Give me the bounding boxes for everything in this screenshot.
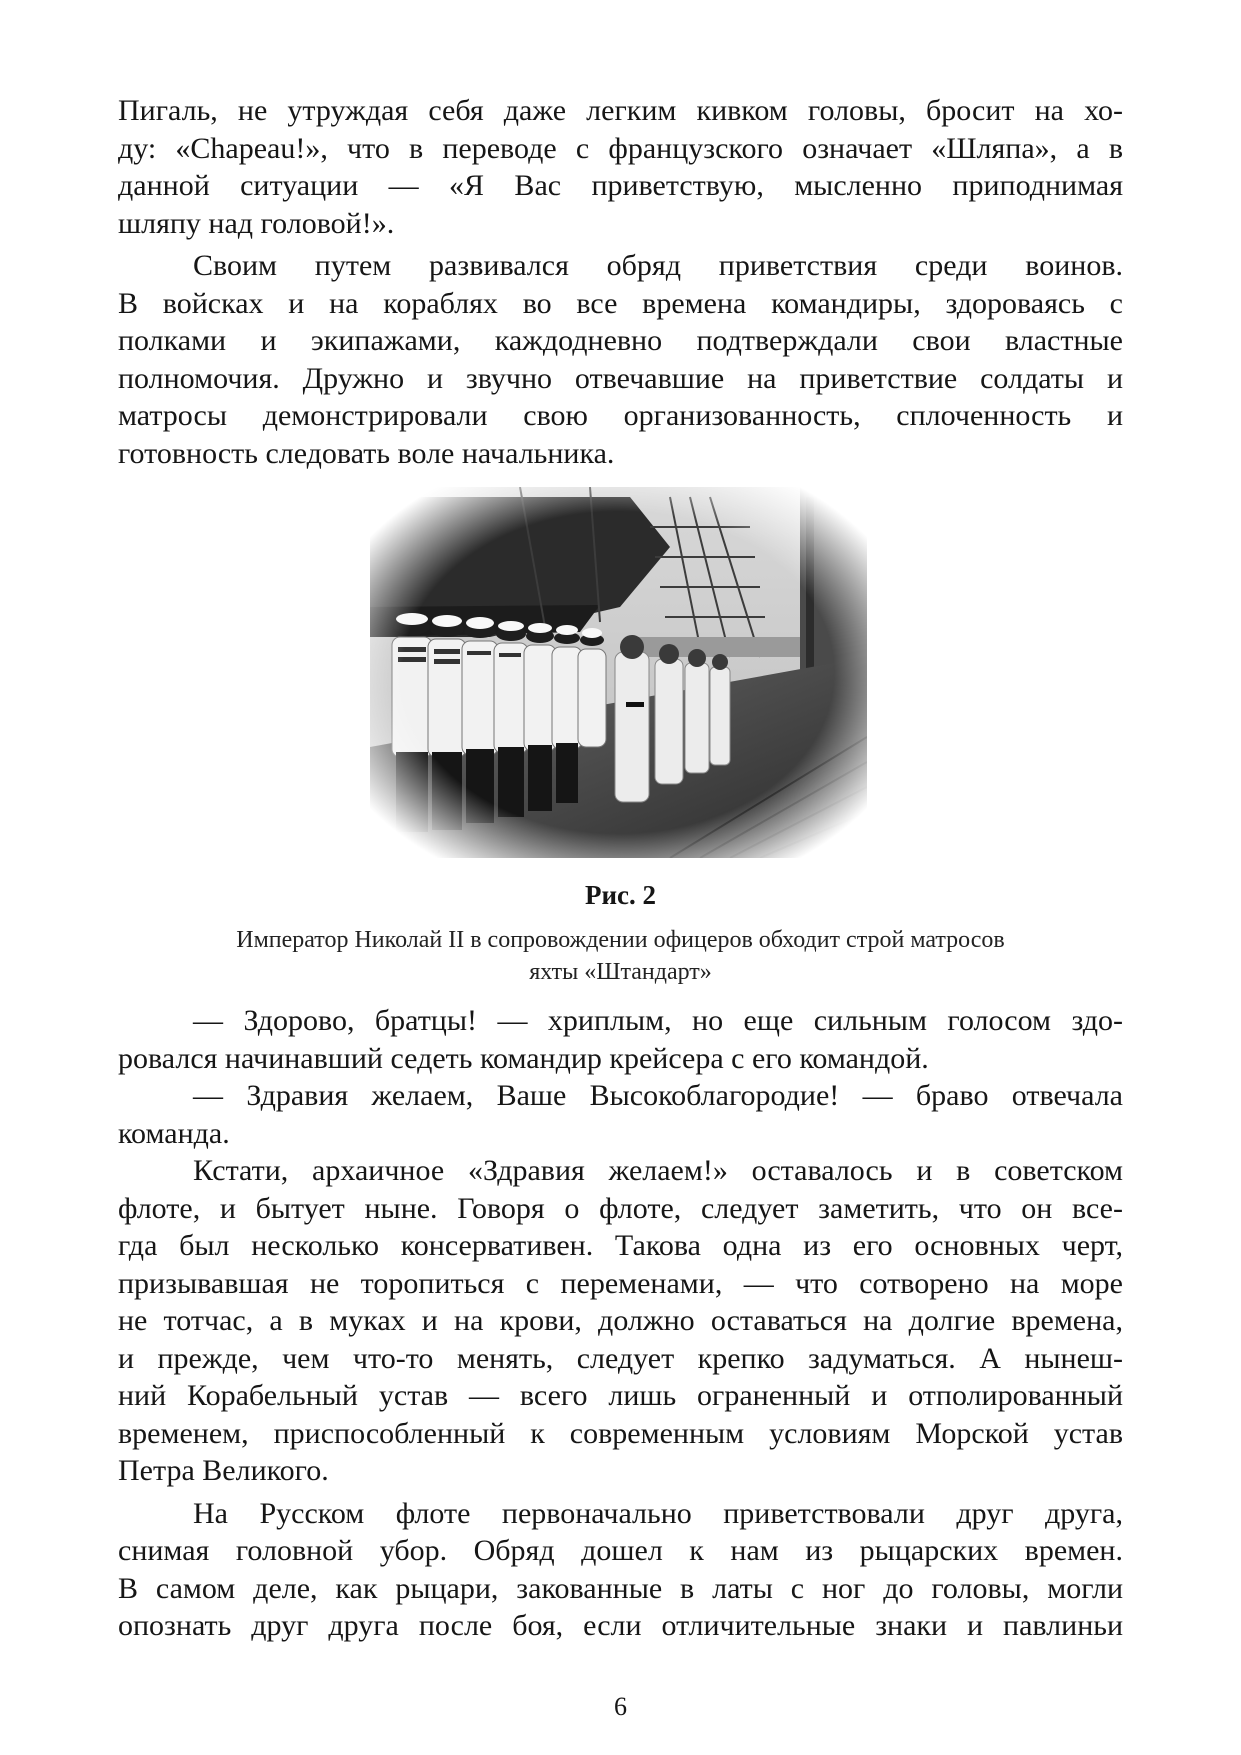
text-line: ний Корабельный устав — всего лишь ограненный и отполированный xyxy=(118,1379,1123,1412)
text-line: не тотчас, а в муках и на крови, должно оставаться на долгие времена, xyxy=(118,1304,1123,1337)
text-block-bottom xyxy=(118,1002,1123,1645)
text-line: шляпу над головой!». xyxy=(118,206,395,240)
text-line: Петра Великого. xyxy=(118,1454,329,1487)
text-line: опознать друг друга после боя, если отличительные знаки и павлиньи xyxy=(118,1609,1123,1642)
text-line: В самом деле, как рыцари, закованные в латы с ног до головы, могли xyxy=(118,1571,1123,1605)
text-line: данной ситуации — «Я Вас приветствую, мысленно приподнимая xyxy=(118,169,1123,202)
text-line: гда был несколько консервативен. Такова одна из его основных черт, xyxy=(118,1229,1123,1262)
text-line: матросы демонстрировали свою организованность, сплоченность и xyxy=(118,399,1123,432)
sailors-on-yacht-deck-image xyxy=(370,487,867,858)
figure-caption-line: яхты «Штандарт» xyxy=(529,959,712,985)
text-line: флоте, и бытует ныне. Говоря о флоте, следует заметить, что он все- xyxy=(118,1191,1123,1225)
text-line: готовность следовать воле начальника. xyxy=(118,436,615,470)
text-line: ду: «Chapeau!», что в переводе с французского означает «Шляпа», а в xyxy=(118,131,1123,165)
text-line: Кстати, архаичное «Здравия желаем!» оставалось и в советском xyxy=(193,1154,1123,1187)
figure-photo xyxy=(370,487,867,858)
text-line: временем, приспособленный к современным условиям Морской устав xyxy=(118,1416,1123,1450)
text-line: Своим путем развивался обряд приветствия среди воинов. xyxy=(193,249,1123,282)
figure-caption-line: Император Николай II в сопровождении офицеров обходит строй матросов xyxy=(236,927,1005,953)
text-line: — Здорово, братцы! — хриплым, но еще сильным голосом здо- xyxy=(193,1004,1123,1037)
text-block-top xyxy=(118,92,1123,472)
page-number: 6 xyxy=(614,1692,627,1721)
text-line: снимая головной убор. Обряд дошел к нам из рыцарских времен. xyxy=(118,1534,1123,1567)
text-line: призывавшая не торопиться с переменами, — что сотворено на море xyxy=(118,1266,1123,1300)
text-line: ровался начинавший седеть командир крейсера с его командой. xyxy=(118,1041,929,1075)
text-line: В войсках и на кораблях во все времена командиры, здороваясь с xyxy=(118,286,1123,320)
text-line: Пигаль, не утруждая себя даже легким кивком головы, бросит на хо- xyxy=(118,94,1123,127)
text-line: и прежде, чем что-то менять, следует крепко задуматься. А нынеш- xyxy=(118,1341,1123,1375)
figure-label: Рис. 2 xyxy=(584,880,657,910)
text-line: команда. xyxy=(118,1116,230,1150)
text-line: — Здравия желаем, Ваше Высокоблагородие! — браво отвечала xyxy=(193,1079,1123,1112)
text-line: полномочия. Дружно и звучно отвечавшие на приветствие солдаты и xyxy=(118,361,1123,395)
text-line: полками и экипажами, каждодневно подтверждали свои властные xyxy=(118,324,1123,357)
text-line: На Русском флоте первоначально приветствовали друг друга, xyxy=(193,1496,1123,1530)
